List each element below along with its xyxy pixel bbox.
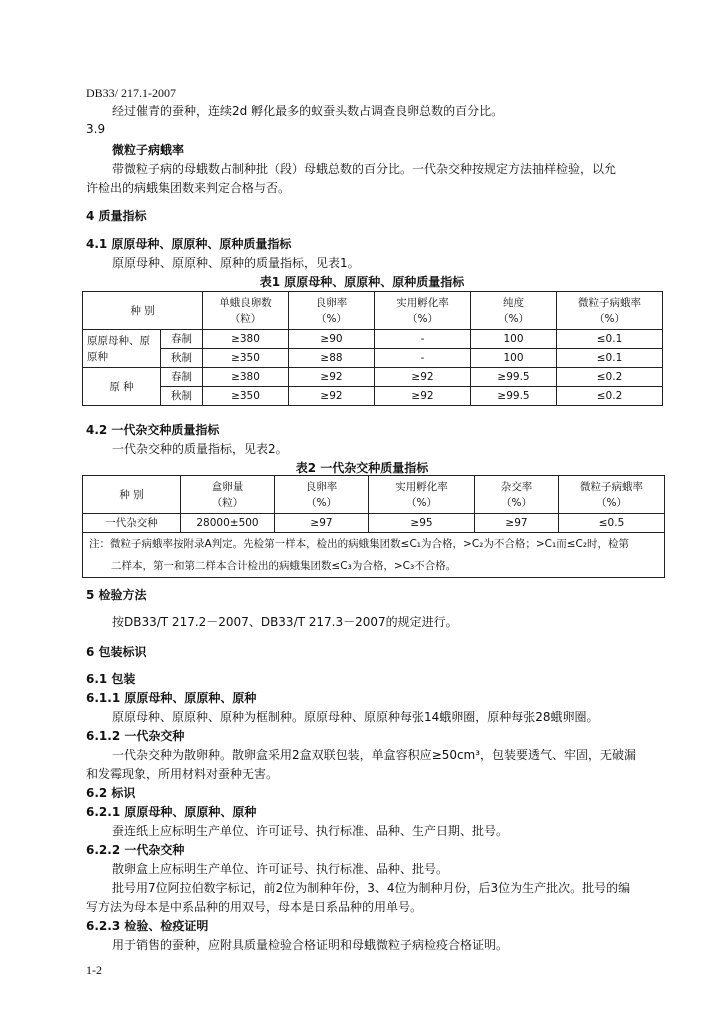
paragraph-text: 原原母种、原原种、原种的质量指标，见表1。 bbox=[112, 256, 360, 270]
header-cell: 种 别 bbox=[83, 476, 181, 514]
table-cell: ≤0.2 bbox=[557, 368, 663, 387]
table-cell: ≥92 bbox=[289, 368, 375, 387]
header-cell: 实用孵化率 （%） bbox=[369, 476, 475, 514]
paragraph-text: 经过催青的蚕种，连续2d 孵化最多的蚁蚕头数占调查良卵总数的百分比。 bbox=[112, 104, 504, 118]
header-cell: 良卵率 （%） bbox=[275, 476, 369, 514]
table-header-row bbox=[83, 476, 665, 514]
table-row bbox=[83, 368, 663, 387]
table-cell: 28000±500 bbox=[181, 514, 275, 533]
section-heading: 6 包装标识 bbox=[86, 645, 147, 659]
table-cell: ≥97 bbox=[275, 514, 369, 533]
table-cell: ≥380 bbox=[203, 368, 289, 387]
subsection-heading: 6.1 包装 bbox=[86, 672, 136, 686]
quality-table-2 bbox=[82, 475, 665, 578]
table-row bbox=[83, 349, 663, 368]
subsection-heading: 6.1.2 一代杂交种 bbox=[86, 729, 185, 743]
table-row bbox=[83, 387, 663, 406]
season-cell: 春制 bbox=[161, 368, 203, 387]
page-number: 1-2 bbox=[86, 963, 102, 977]
subsection-heading: 6.2.3 检验、检疫证明 bbox=[86, 919, 209, 933]
table-note-row bbox=[83, 533, 665, 578]
header-cell: 纯度 （%） bbox=[471, 292, 557, 330]
table-cell: 100 bbox=[471, 349, 557, 368]
table-cell: ≥92 bbox=[375, 387, 471, 406]
paragraph-text: 带微粒子病的母蛾数占制种批（段）母蛾总数的百分比。一代杂交种按规定方法抽样检验，以允 bbox=[112, 162, 617, 176]
header-cell: 种 别 bbox=[83, 292, 203, 330]
subsection-heading: 4.1 原原母种、原原种、原种质量指标 bbox=[86, 237, 292, 251]
table-row bbox=[83, 514, 665, 533]
table-cell: ≥97 bbox=[475, 514, 559, 533]
header-cell: 盒卵量 （粒） bbox=[181, 476, 275, 514]
section-heading: 5 检验方法 bbox=[86, 588, 147, 602]
season-cell: 春制 bbox=[161, 330, 203, 349]
table-cell: ≥92 bbox=[289, 387, 375, 406]
group-cell: 原 种 bbox=[83, 368, 161, 406]
table-cell: ≤0.1 bbox=[557, 330, 663, 349]
table-cell: ≥90 bbox=[289, 330, 375, 349]
table-cell: ≤0.2 bbox=[557, 387, 663, 406]
header-cell: 微粒子病蛾率 （%） bbox=[559, 476, 665, 514]
header-cell: 单蛾良卵数 （粒） bbox=[203, 292, 289, 330]
table-header-row bbox=[83, 292, 663, 330]
section-number: 3.9 bbox=[86, 122, 106, 136]
section-title: 微粒子病蛾率 bbox=[112, 143, 185, 157]
subsection-heading: 4.2 一代杂交种质量指标 bbox=[86, 423, 220, 437]
quality-table-1 bbox=[82, 291, 663, 406]
paragraph-text: 散卵盒上应标明生产单位、许可证号、执行标准、品种、批号。 bbox=[112, 862, 449, 876]
header-cell: 杂交率 （%） bbox=[475, 476, 559, 514]
paragraph-text: 许检出的病蛾集团数来判定合格与否。 bbox=[86, 181, 291, 195]
table-cell: ≥380 bbox=[203, 330, 289, 349]
header-cell: 良卵率 （%） bbox=[289, 292, 375, 330]
table-row bbox=[83, 330, 663, 349]
subsection-heading: 6.2 标识 bbox=[86, 786, 136, 800]
table-cell: ≥350 bbox=[203, 349, 289, 368]
subsection-heading: 6.2.2 一代杂交种 bbox=[86, 843, 185, 857]
header-cell: 实用孵化率 （%） bbox=[375, 292, 471, 330]
season-cell: 秋制 bbox=[161, 349, 203, 368]
paragraph-text: 和发霉现象，所用材料对蚕种无害。 bbox=[86, 767, 279, 781]
table-cell: ≥88 bbox=[289, 349, 375, 368]
paragraph-text: 一代杂交种为散卵种。散卵盒采用2盒双联包装，单盒容积应≥50cm³，包装要透气、牢固，无破漏 bbox=[112, 748, 637, 762]
table-cell: - bbox=[375, 349, 471, 368]
section-heading: 4 质量指标 bbox=[86, 209, 147, 223]
paragraph-text: 写方法为母本是中系品种的用双号，母本是日系品种的用单号。 bbox=[86, 900, 423, 914]
subsection-heading: 6.1.1 原原母种、原原种、原种 bbox=[86, 691, 257, 705]
subsection-heading: 6.2.1 原原母种、原原种、原种 bbox=[86, 805, 257, 819]
paragraph-text: 用于销售的蚕种，应附具质量检验合格证明和母蛾微粒子病检疫合格证明。 bbox=[112, 938, 509, 952]
table-note: 注：微粒子病蛾率按附录A判定。先检第一样本，检出的病蛾集团数≤C₁为合格，>C₂为不合格；>C₁而≤C₂时，检第 二样本，第一和第二样本合计检出的病蛾集团数≤C₃为合格，>C₃不合格。 bbox=[83, 533, 665, 578]
paragraph-text: 原原母种、原原种、原种为框制种。原原母种、原原种每张14蛾卵圈，原种每张28蛾卵圈。 bbox=[112, 710, 599, 724]
header-cell: 微粒子病蛾率 （%） bbox=[557, 292, 663, 330]
table-cell: 100 bbox=[471, 330, 557, 349]
table-cell: ≤0.5 bbox=[559, 514, 665, 533]
paragraph-text: 蚕连纸上应标明生产单位、许可证号、执行标准、品种、生产日期、批号。 bbox=[112, 824, 509, 838]
kind-cell: 一代杂交种 bbox=[83, 514, 181, 533]
table-caption: 表1 原原母种、原原种、原种质量指标 bbox=[259, 275, 465, 289]
table-caption: 表2 一代杂交种质量指标 bbox=[295, 461, 429, 475]
season-cell: 秋制 bbox=[161, 387, 203, 406]
table-cell: ≥99.5 bbox=[471, 387, 557, 406]
table-cell: - bbox=[375, 330, 471, 349]
paragraph-text: 批号用7位阿拉伯数字标记，前2位为制种年份，3、4位为制种月份，后3位为生产批次。批号的编 bbox=[112, 881, 631, 895]
table-cell: ≥99.5 bbox=[471, 368, 557, 387]
group-cell: 原原母种、原 原种 bbox=[83, 330, 161, 368]
table-cell: ≥350 bbox=[203, 387, 289, 406]
table-cell: ≤0.1 bbox=[557, 349, 663, 368]
table-cell: ≥92 bbox=[375, 368, 471, 387]
paragraph-text: 一代杂交种的质量指标，见表2。 bbox=[112, 442, 288, 456]
document-code-header: DB33/ 217.1-2007 bbox=[86, 86, 176, 100]
paragraph-text: 按DB33/T 217.2－2007、DB33/T 217.3－2007的规定进行。 bbox=[112, 615, 458, 629]
table-cell: ≥95 bbox=[369, 514, 475, 533]
